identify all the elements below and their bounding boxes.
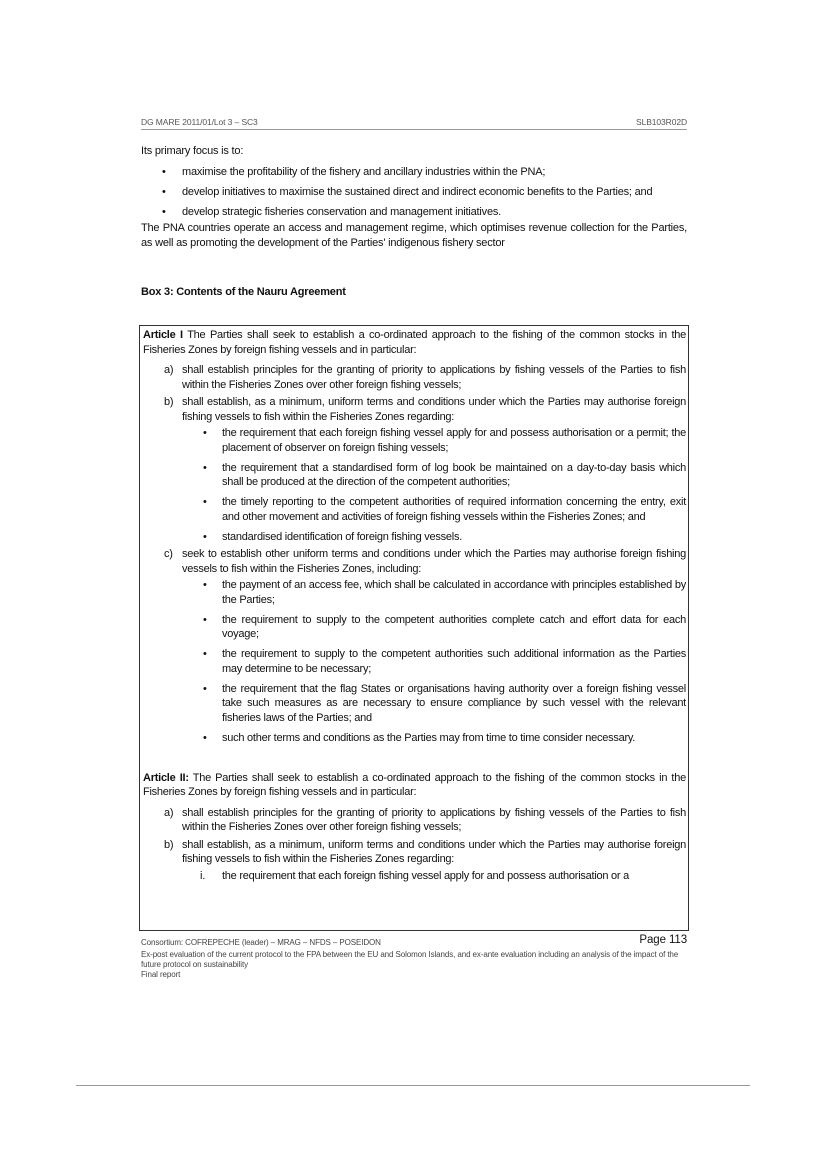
- sub-list-item-text: the timely reporting to the competent authorities of required information concerning the entry, exit and other movement and activities of foreign fishing vessels within the Fisheries Zones; and: [222, 496, 686, 523]
- list-marker: c): [164, 548, 173, 560]
- bullet-icon: •: [203, 682, 207, 695]
- bullet-icon: •: [162, 165, 166, 178]
- article-1-list: [143, 363, 686, 745]
- article-1-text: The Parties shall seek to establish a co-ordinated approach to the fishing of the common stocks in the Fisheries Zones by foreign fishing vessels and in particular:: [143, 329, 686, 356]
- list-item: [141, 205, 687, 220]
- list-item-text: maximise the profitability of the fishery and ancillary industries within the PNA;: [182, 165, 546, 178]
- bullet-icon: •: [203, 461, 207, 474]
- list-marker: a): [164, 806, 174, 819]
- bullet-icon: •: [162, 185, 166, 198]
- sub-list-item: [182, 682, 686, 726]
- sub-list-item: [182, 647, 686, 676]
- bullet-icon: •: [203, 496, 207, 508]
- article-2-text: The Parties shall seek to establish a co-ordinated approach to the fishing of the common stocks in the Fisheries Zones by foreign fishing vessels and in particular:: [143, 771, 686, 798]
- list-item-text: seek to establish other uniform terms and conditions under which the Parties may authorise foreign fishing vessels to fish within the Fisheries Zones, including:: [182, 548, 686, 575]
- sub-list-item-text: the requirement that each foreign fishing vessel apply for and possess authorisation or a: [222, 869, 630, 882]
- sub-list-item: [182, 731, 686, 746]
- list-item-text: develop initiatives to maximise the sustained direct and indirect economic benefits to the Parties; and: [182, 185, 653, 198]
- roman-marker: i.: [200, 869, 205, 882]
- bullet-icon: •: [203, 427, 207, 439]
- header-document-code: SLB103R02D: [636, 117, 687, 127]
- article-2-label: Article II:: [143, 771, 189, 784]
- list-item-text: shall establish, as a minimum, uniform terms and conditions under which the Parties may authorise foreign fishing vessels to fish within the Fisheries Zones regarding:: [182, 396, 686, 423]
- article-2-intro: [143, 771, 686, 800]
- bullet-icon: •: [203, 530, 207, 543]
- focus-list: [141, 165, 687, 220]
- sub-list-item-text: standardised identification of foreign fishing vessels.: [222, 530, 463, 543]
- list-marker: a): [164, 364, 174, 376]
- box-title: Box 3: Contents of the Nauru Agreement: [141, 286, 346, 298]
- bullet-icon: •: [162, 205, 166, 218]
- footer-consortium: Consortium: COFREPECHE (leader) – MRAG – NFDS – POSEIDON: [141, 938, 381, 947]
- footer-report-type: Final report: [141, 970, 181, 979]
- list-marker: b): [164, 838, 174, 851]
- sub-list-item: [182, 530, 686, 545]
- sub-list-item-text: the requirement that each foreign fishing vessel apply for and possess authorisation or a permit; the placement of observer on foreign fishing vessels;: [222, 427, 686, 454]
- article-2-list: [143, 806, 686, 884]
- bullet-icon: •: [203, 648, 207, 660]
- sub-list: [182, 578, 686, 745]
- list-item-text: shall establish, as a minimum, uniform terms and conditions under which the Parties may authorise foreign fishing vessels to fish within the Fisheries Zones regarding:: [182, 838, 686, 865]
- sub-list-item: [182, 869, 686, 884]
- sub-list-item: [182, 613, 686, 642]
- sub-list-item: [182, 495, 686, 524]
- bullet-icon: •: [203, 731, 207, 744]
- sub-list-item-text: such other terms and conditions as the Parties may from time to time consider necessary.: [222, 731, 636, 744]
- sub-list-item-text: the requirement that a standardised form of log book be maintained on a day-to-day basis which shall be produced at the direction of the competent authorities;: [222, 461, 686, 488]
- sub-list-item-text: the requirement to supply to the competent authorities such additional information as the Parties may determine to be necessary;: [222, 648, 686, 675]
- bottom-divider: [76, 1085, 750, 1086]
- intro-section: [141, 144, 687, 250]
- list-item-text: develop strategic fisheries conservation and management initiatives.: [182, 205, 502, 218]
- list-item: [143, 363, 686, 392]
- intro-paragraph: The PNA countries operate an access and management regime, which optimises revenue collection for the Parties, as well as promoting the development of the Parties' indigenous fishery sector: [141, 222, 687, 249]
- list-item: [141, 165, 687, 180]
- header-reference: DG MARE 2011/01/Lot 3 – SC3: [141, 117, 258, 127]
- list-item-text: shall establish principles for the granting of priority to applications by fishing vessels of the Parties to fish within the Fisheries Zones over other foreign fishing vessels;: [182, 364, 686, 391]
- list-item: [143, 547, 686, 745]
- sub-list: [182, 869, 686, 884]
- article-1-intro: [143, 328, 686, 357]
- sub-list-item-text: the requirement that the flag States or organisations having authority over a foreign fishing vessel take such measures as are necessary to ensure compliance by such vessel with the relevant fisheries laws of the Parties; and: [222, 682, 686, 724]
- sub-list-item: [182, 461, 686, 490]
- sub-list-item: [182, 426, 686, 455]
- bullet-icon: •: [203, 579, 207, 591]
- page-number: Page 113: [639, 934, 687, 946]
- sub-list: [182, 426, 686, 544]
- intro-lead: Its primary focus is to:: [141, 145, 244, 157]
- sub-list-item-text: the payment of an access fee, which shall be calculated in accordance with principles established by the Parties;: [222, 579, 686, 606]
- sub-list-item: [182, 578, 686, 607]
- bullet-icon: •: [203, 613, 207, 626]
- article-1-label: Article I: [143, 329, 183, 341]
- list-item: [143, 838, 686, 884]
- list-marker: b): [164, 396, 174, 408]
- list-item: [141, 185, 687, 200]
- list-item-text: shall establish principles for the granting of priority to applications by fishing vessels of the Parties to fish within the Fisheries Zones over other foreign fishing vessels;: [182, 806, 686, 833]
- footer-description: Ex-post evaluation of the current protocol to the FPA between the EU and Solomon Islands, and ex-ante evaluation including an analysis of the impact of the future protocol on sustainability: [141, 950, 679, 969]
- nauru-agreement-box: [139, 325, 689, 931]
- list-item: [143, 395, 686, 544]
- page-footer: [141, 936, 687, 980]
- header-divider: [141, 129, 687, 130]
- list-item: [143, 806, 686, 835]
- sub-list-item-text: the requirement to supply to the competent authorities complete catch and effort data for each voyage;: [222, 613, 686, 640]
